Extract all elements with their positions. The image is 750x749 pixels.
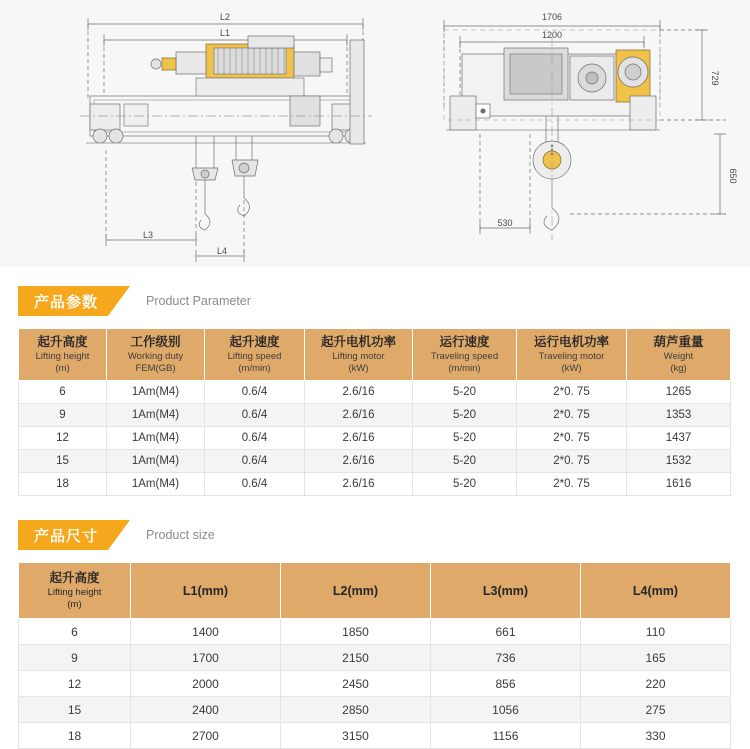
- cell: 2400: [131, 697, 281, 723]
- cell: 1265: [627, 381, 731, 404]
- cell: 9: [19, 404, 107, 427]
- cell: 1532: [627, 450, 731, 473]
- parameter-table: [18, 328, 731, 496]
- dim-L2-label: L2: [219, 12, 231, 22]
- section-band-1: [18, 286, 108, 316]
- cell: 12: [19, 671, 131, 697]
- cell: 5-20: [413, 450, 517, 473]
- size-col-l4: L4(mm): [581, 563, 731, 619]
- cell: 18: [19, 723, 131, 749]
- param-col-lifting-height: 起升高度 Lifting height (m): [19, 329, 107, 381]
- table-row: [19, 671, 731, 697]
- table-row: [19, 723, 731, 749]
- param-col-traveling-motor: 运行电机功率 Traveling motor (kW): [517, 329, 627, 381]
- cell: 2*0. 75: [517, 427, 627, 450]
- cell: 330: [581, 723, 731, 749]
- size-col-l3: L3(mm): [431, 563, 581, 619]
- cell: 18: [19, 473, 107, 496]
- cell: 5-20: [413, 404, 517, 427]
- cell: 2000: [131, 671, 281, 697]
- cell: 15: [19, 697, 131, 723]
- cell: 856: [431, 671, 581, 697]
- cell: 1616: [627, 473, 731, 496]
- cell: 5-20: [413, 473, 517, 496]
- cell: 1437: [627, 427, 731, 450]
- cell: 275: [581, 697, 731, 723]
- size-col-l1: L1(mm): [131, 563, 281, 619]
- cell: 2700: [131, 723, 281, 749]
- section-title-en-1: Product Parameter: [146, 294, 251, 308]
- cell: 2450: [281, 671, 431, 697]
- cell: 1Am(M4): [107, 473, 205, 496]
- param-col-working-duty: 工作级别 Working duty FEM(GB): [107, 329, 205, 381]
- section-title-en-2: Product size: [146, 528, 215, 543]
- cell: 165: [581, 645, 731, 671]
- table-row: [19, 697, 731, 723]
- cell: 2.6/16: [305, 473, 413, 496]
- cell: 2*0. 75: [517, 404, 627, 427]
- cell: 2.6/16: [305, 404, 413, 427]
- table-row: [19, 404, 731, 427]
- cell: 0.6/4: [205, 427, 305, 450]
- table-row: [19, 619, 731, 645]
- side-view-drawing: [0, 0, 420, 268]
- param-col-lifting-speed: 起升速度 Lifting speed (m/min): [205, 329, 305, 381]
- size-table: [18, 562, 731, 749]
- cell: 0.6/4: [205, 381, 305, 404]
- param-col-traveling-speed: 运行速度 Traveling speed (m/min): [413, 329, 517, 381]
- dim-L1-label: L1: [219, 28, 231, 38]
- cell: 2.6/16: [305, 450, 413, 473]
- cell: 1Am(M4): [107, 450, 205, 473]
- size-table-header-row: [19, 563, 731, 619]
- table-row: [19, 473, 731, 496]
- cell: 0.6/4: [205, 450, 305, 473]
- dim-L4-label: L4: [216, 246, 228, 256]
- cell: 1Am(M4): [107, 427, 205, 450]
- section-header-product-parameter: [18, 284, 750, 318]
- dim-1706-label: 1706: [541, 12, 563, 22]
- cell: 736: [431, 645, 581, 671]
- cell: 1700: [131, 645, 281, 671]
- cell: 12: [19, 427, 107, 450]
- front-view-svg: [420, 0, 750, 268]
- cell: 220: [581, 671, 731, 697]
- cell: 6: [19, 619, 131, 645]
- size-col-lifting-height: 起升高度 Lifting height (m): [19, 563, 131, 619]
- side-view-svg: [0, 0, 420, 268]
- dim-650-label: 650: [728, 168, 738, 184]
- section-title-cn-1: 产品参数: [34, 293, 99, 311]
- size-col-l2: L2(mm): [281, 563, 431, 619]
- cell: 2.6/16: [305, 427, 413, 450]
- cell: 110: [581, 619, 731, 645]
- table-row: [19, 427, 731, 450]
- dim-1200-label: 1200: [541, 30, 563, 40]
- cell: 1850: [281, 619, 431, 645]
- cell: 2*0. 75: [517, 450, 627, 473]
- front-view-drawing: [420, 0, 750, 268]
- cell: 6: [19, 381, 107, 404]
- parameter-table-header-row: [19, 329, 731, 381]
- cell: 1156: [431, 723, 581, 749]
- cell: 0.6/4: [205, 473, 305, 496]
- cell: 2*0. 75: [517, 381, 627, 404]
- cell: 2.6/16: [305, 381, 413, 404]
- cell: 2*0. 75: [517, 473, 627, 496]
- param-col-weight: 葫芦重量 Weight (kg): [627, 329, 731, 381]
- dim-729-label: 729: [710, 70, 720, 86]
- dim-530-label: 530: [497, 218, 513, 228]
- dim-L3-label: L3: [142, 230, 154, 240]
- table-row: [19, 450, 731, 473]
- cell: 3150: [281, 723, 431, 749]
- section-band-2: [18, 520, 108, 550]
- cell: 5-20: [413, 381, 517, 404]
- cell: 2850: [281, 697, 431, 723]
- section-header-product-size: [18, 518, 750, 552]
- cell: 1353: [627, 404, 731, 427]
- table-row: [19, 381, 731, 404]
- cell: 0.6/4: [205, 404, 305, 427]
- param-col-lifting-motor: 起升电机功率 Lifting motor (kW): [305, 329, 413, 381]
- section-title-cn-2: 产品尺寸: [34, 527, 99, 545]
- technical-drawing-area: [0, 0, 750, 268]
- cell: 661: [431, 619, 581, 645]
- cell: 5-20: [413, 427, 517, 450]
- table-row: [19, 645, 731, 671]
- cell: 1Am(M4): [107, 404, 205, 427]
- cell: 1056: [431, 697, 581, 723]
- cell: 15: [19, 450, 107, 473]
- cell: 1Am(M4): [107, 381, 205, 404]
- cell: 9: [19, 645, 131, 671]
- cell: 2150: [281, 645, 431, 671]
- cell: 1400: [131, 619, 281, 645]
